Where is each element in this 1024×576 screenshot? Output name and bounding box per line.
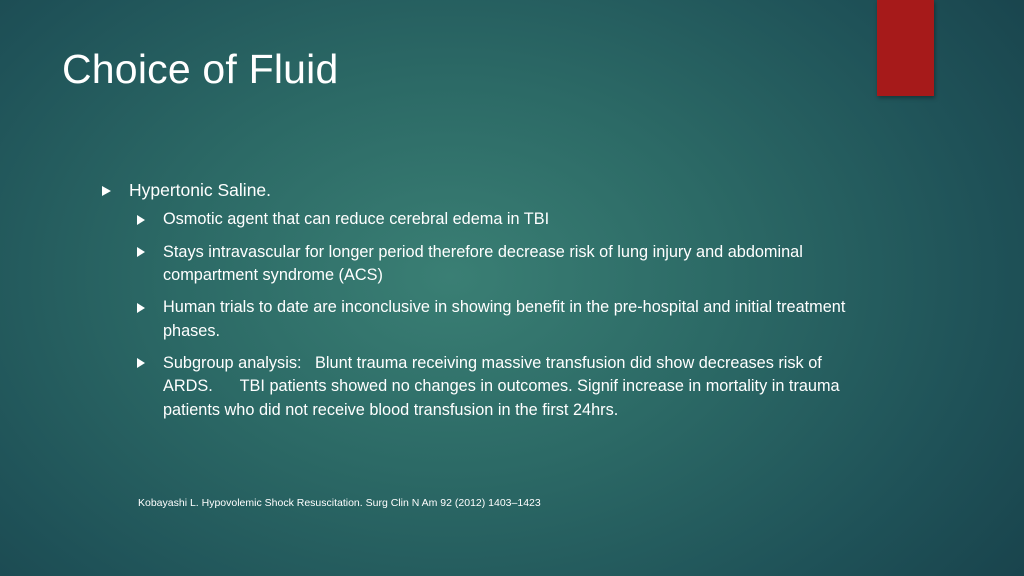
- sub-bullet: [137, 352, 862, 423]
- citation: Kobayashi L. Hypovolemic Shock Resuscitation. Surg Clin N Am 92 (2012) 1403–1423: [138, 497, 541, 509]
- triangle-bullet-icon: [137, 215, 145, 225]
- sub-bullet-list: [137, 208, 862, 422]
- triangle-bullet-icon: [137, 358, 145, 368]
- main-bullet: [102, 178, 862, 202]
- sub-bullet: [137, 208, 862, 232]
- triangle-bullet-icon: [137, 247, 145, 257]
- sub-bullet-text: Subgroup analysis: Blunt trauma receiving massive transfusion did show decreases risk of ARDS. TBI patients showed no changes in outcomes. Signif increase in mortality in trauma patients who did not receive blood transfusion in the first 24hrs.: [163, 353, 845, 419]
- accent-tab: [877, 0, 934, 96]
- sub-bullet: [137, 296, 862, 343]
- triangle-bullet-icon: [102, 186, 111, 196]
- sub-bullet-text: Stays intravascular for longer period therefore decrease risk of lung injury and abdominal compartment syndrome (ACS): [163, 242, 808, 284]
- sub-bullet: [137, 241, 862, 288]
- main-bullet-text: Hypertonic Saline.: [129, 180, 272, 200]
- sub-bullet-text: Osmotic agent that can reduce cerebral edema in TBI: [163, 210, 550, 228]
- sub-bullet-text: Human trials to date are inconclusive in showing benefit in the pre-hospital and initial treatment phases.: [163, 298, 850, 340]
- triangle-bullet-icon: [137, 303, 145, 313]
- slide-content: [102, 178, 862, 431]
- slide-title: Choice of Fluid: [62, 46, 339, 92]
